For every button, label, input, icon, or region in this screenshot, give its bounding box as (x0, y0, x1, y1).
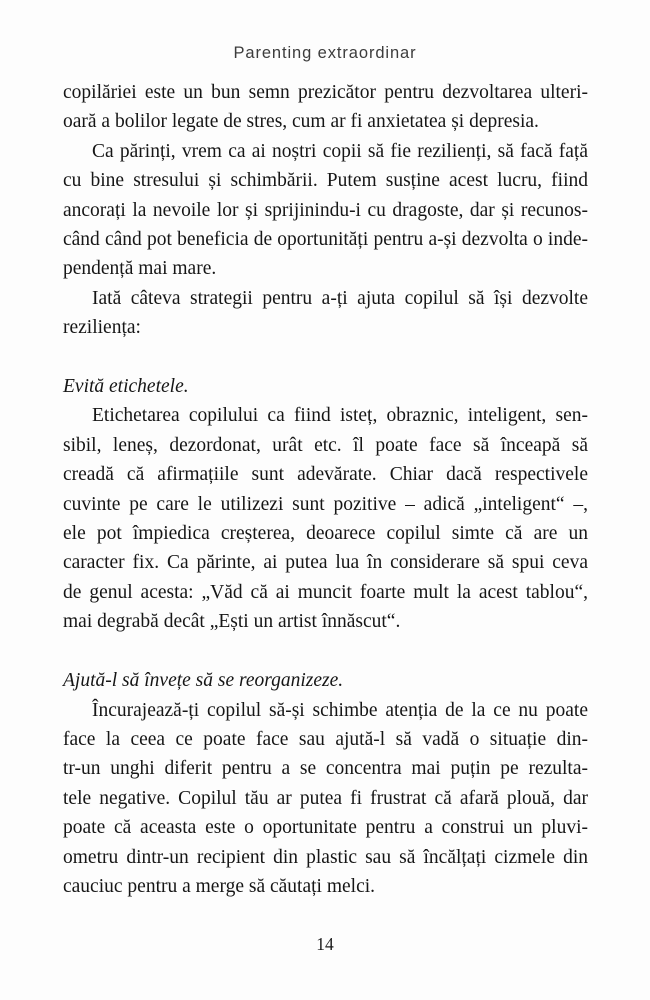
page-body (63, 78, 588, 901)
paragraph (63, 137, 588, 284)
text-line: face la ceea ce poate face sau ajută-l să vadă o situație din- (63, 728, 588, 750)
text-line: cauciuc pentru a merge să căutați melci. (63, 875, 376, 897)
text-line: caracter fix. Ca părinte, ai putea lua în considerare să spui ceva (63, 552, 588, 574)
text-line: poate că aceasta este o oportunitate pentru a construi un pluvi- (63, 817, 588, 839)
text-line: mai degrabă decât „Ești un artist înnăscut“. (63, 611, 401, 633)
text-line: ele pot împiedica creșterea, deoarece copilul simte că are un (63, 523, 588, 545)
paragraph (63, 696, 588, 902)
running-header: Parenting extraordinar (233, 44, 417, 62)
text-line: oară a bolilor legate de stres, cum ar fi anxietatea și depresia. (63, 111, 539, 133)
text-line: cu bine stresului și schimbării. Putem susține acest lucru, fiind (63, 170, 588, 192)
text-line: cuvinte pe care le utilizezi sunt pozitive – adică „inteligent“ –, (63, 493, 588, 515)
paragraph (63, 401, 588, 636)
section-heading: Ajută-l să învețe să se reorganizeze. (63, 670, 344, 692)
text-line: tr-un unghi diferit pentru a se concentra mai puțin pe rezulta- (63, 758, 588, 780)
paragraph (63, 284, 588, 343)
text-line: reziliența: (63, 317, 141, 339)
text-line: creadă că afirmațiile sunt adevărate. Chiar dacă respectivele (63, 464, 588, 486)
text-line: pendență mai mare. (63, 258, 217, 280)
text-line: de genul acesta: „Văd că ai muncit foarte mult la acest tablou“, (63, 581, 588, 603)
text-line: Iată câteva strategii pentru a-ți ajuta copilul să își dezvolte (92, 287, 588, 309)
text-line: Ca părinți, vrem ca ai noștri copii să fie rezilienți, să facă față (92, 140, 588, 162)
text-line: sibil, leneș, dezordonat, urât etc. îl poate face să înceapă să (63, 434, 588, 456)
section-heading: Evită etichetele. (63, 376, 189, 398)
text-line: copilăriei este un bun semn prezicător pentru dezvoltarea ulteri- (63, 82, 588, 103)
text-line: ancorați la nevoile lor și sprijinindu-i cu dragoste, dar și recunos- (63, 199, 588, 221)
text-line: ometru dintr-un recipient din plastic sau să încălțați cizmele din (63, 846, 588, 868)
page-number: 14 (316, 934, 334, 954)
text-line: Etichetarea copilului ca fiind isteț, obraznic, inteligent, sen- (92, 405, 588, 427)
text-line: Încurajează-ți copilul să-și schimbe atenția de la ce nu poate (92, 699, 588, 721)
text-line: când când pot beneficia de oportunități pentru a-și dezvolta o inde- (63, 229, 588, 251)
text-line: tele negative. Copilul tău ar putea fi frustrat că afară plouă, dar (63, 787, 588, 809)
paragraph (63, 78, 588, 137)
